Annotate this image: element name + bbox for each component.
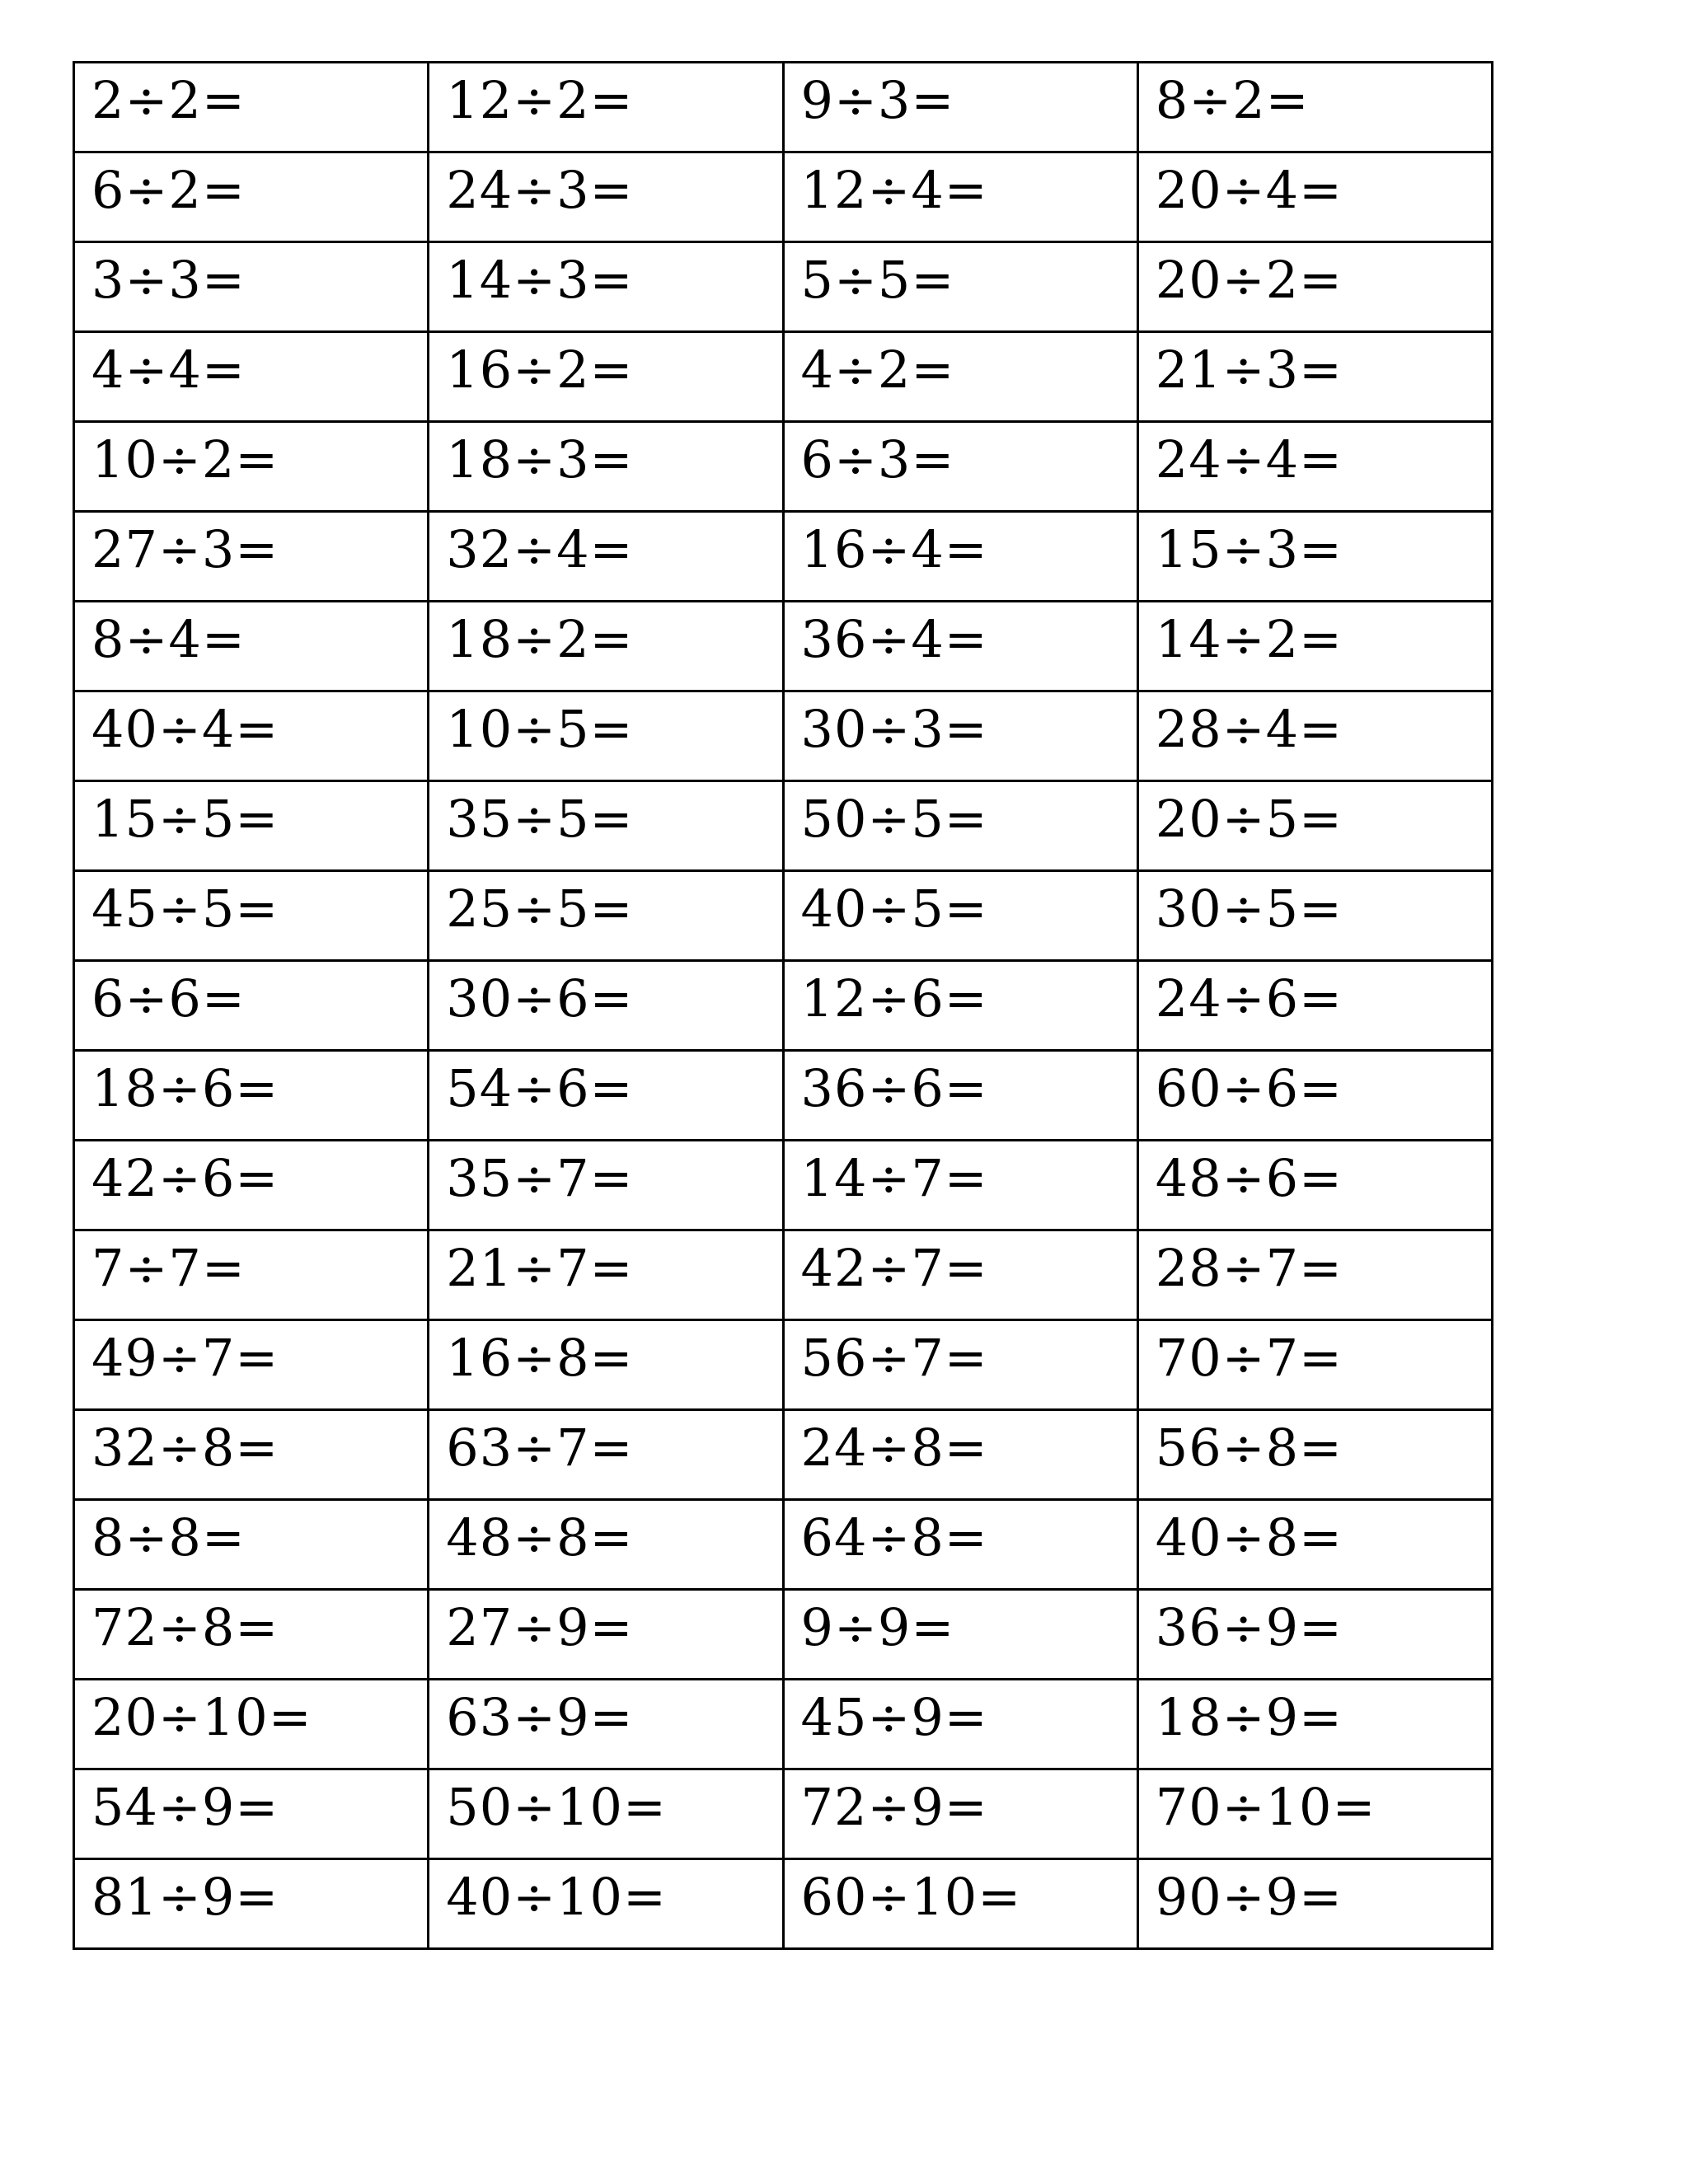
division-problem: 90÷9= xyxy=(1155,1867,1343,1927)
problem-cell xyxy=(1137,1590,1492,1680)
table-row xyxy=(74,1410,1493,1500)
division-problem: 28÷7= xyxy=(1155,1238,1343,1298)
division-problem: 49÷7= xyxy=(91,1328,279,1388)
division-problem: 54÷6= xyxy=(446,1058,634,1118)
table-row xyxy=(74,961,1493,1051)
problem-cell xyxy=(429,602,783,691)
division-problem: 72÷8= xyxy=(91,1597,279,1657)
problem-cell xyxy=(1137,422,1492,512)
problem-cell xyxy=(74,691,429,781)
problem-cell xyxy=(1137,1141,1492,1230)
division-problem: 21÷3= xyxy=(1155,340,1343,400)
division-problem: 5÷5= xyxy=(800,250,955,310)
problem-cell xyxy=(429,422,783,512)
division-problem: 45÷5= xyxy=(91,879,279,939)
division-problem: 4÷4= xyxy=(91,340,246,400)
division-problem: 7÷7= xyxy=(91,1238,246,1298)
division-problem: 60÷6= xyxy=(1155,1058,1343,1118)
problem-cell xyxy=(1137,961,1492,1051)
problem-cell xyxy=(74,1500,429,1590)
problem-cell xyxy=(74,1230,429,1320)
table-row xyxy=(74,332,1493,422)
division-problem: 4÷2= xyxy=(800,340,955,400)
division-problem: 50÷5= xyxy=(800,789,988,849)
problem-cell xyxy=(429,1590,783,1680)
division-problem: 20÷10= xyxy=(91,1687,312,1747)
division-problem: 48÷6= xyxy=(1155,1148,1343,1208)
problem-cell xyxy=(1137,1051,1492,1141)
table-row xyxy=(74,1859,1493,1949)
division-problem: 81÷9= xyxy=(91,1867,279,1927)
problem-cell xyxy=(783,781,1137,871)
problem-cell xyxy=(74,961,429,1051)
problem-cell xyxy=(74,602,429,691)
problem-cell xyxy=(429,63,783,152)
problem-cell xyxy=(429,691,783,781)
division-problem: 14÷2= xyxy=(1155,609,1343,669)
table-row xyxy=(74,871,1493,961)
division-problem: 45÷9= xyxy=(800,1687,988,1747)
problem-cell xyxy=(783,242,1137,332)
table-row xyxy=(74,63,1493,152)
problem-cell xyxy=(429,152,783,242)
division-problem: 40÷10= xyxy=(446,1867,667,1927)
division-problem: 64÷8= xyxy=(800,1507,988,1568)
division-problem: 24÷6= xyxy=(1155,968,1343,1029)
problem-cell xyxy=(783,1680,1137,1769)
problem-cell xyxy=(783,871,1137,961)
division-worksheet-table xyxy=(73,61,1493,1950)
division-problem: 24÷3= xyxy=(446,160,634,220)
problem-cell xyxy=(1137,871,1492,961)
division-problem: 27÷9= xyxy=(446,1597,634,1657)
division-problem: 70÷10= xyxy=(1155,1777,1376,1837)
problem-cell xyxy=(429,242,783,332)
division-problem: 6÷2= xyxy=(91,160,246,220)
division-problem: 32÷4= xyxy=(446,519,634,579)
problem-cell xyxy=(783,1141,1137,1230)
division-problem: 9÷9= xyxy=(800,1597,955,1657)
division-problem: 35÷7= xyxy=(446,1148,634,1208)
problem-cell xyxy=(429,1680,783,1769)
division-problem: 16÷8= xyxy=(446,1328,634,1388)
problem-cell xyxy=(783,1859,1137,1949)
problem-cell xyxy=(1137,1769,1492,1859)
problem-cell xyxy=(74,1859,429,1949)
problem-cell xyxy=(783,422,1137,512)
problem-cell xyxy=(429,1141,783,1230)
division-problem: 32÷8= xyxy=(91,1418,279,1478)
division-problem: 36÷4= xyxy=(800,609,988,669)
division-problem: 30÷3= xyxy=(800,699,988,759)
problem-cell xyxy=(1137,1410,1492,1500)
division-problem: 27÷3= xyxy=(91,519,279,579)
problem-cell xyxy=(429,1320,783,1410)
problem-cell xyxy=(429,1410,783,1500)
table-row xyxy=(74,242,1493,332)
problem-cell xyxy=(74,332,429,422)
problem-cell xyxy=(429,1769,783,1859)
table-row xyxy=(74,1320,1493,1410)
problem-cell xyxy=(74,1410,429,1500)
problem-cell xyxy=(74,871,429,961)
division-problem: 3÷3= xyxy=(91,250,246,310)
division-problem: 35÷5= xyxy=(446,789,634,849)
problem-cell xyxy=(783,1500,1137,1590)
division-problem: 8÷8= xyxy=(91,1507,246,1568)
problem-cell xyxy=(783,691,1137,781)
division-problem: 18÷6= xyxy=(91,1058,279,1118)
problem-cell xyxy=(1137,1230,1492,1320)
division-problem: 12÷6= xyxy=(800,968,988,1029)
table-row xyxy=(74,1500,1493,1590)
table-row xyxy=(74,602,1493,691)
division-problem: 72÷9= xyxy=(800,1777,988,1837)
problem-cell xyxy=(1137,781,1492,871)
problem-cell xyxy=(1137,332,1492,422)
problem-cell xyxy=(74,1141,429,1230)
division-problem: 12÷4= xyxy=(800,160,988,220)
division-problem: 63÷9= xyxy=(446,1687,634,1747)
division-problem: 6÷3= xyxy=(800,429,955,490)
worksheet-body xyxy=(74,63,1493,1949)
problem-cell xyxy=(1137,512,1492,602)
problem-cell xyxy=(74,242,429,332)
division-problem: 40÷4= xyxy=(91,699,279,759)
problem-cell xyxy=(429,961,783,1051)
problem-cell xyxy=(1137,63,1492,152)
division-problem: 30÷5= xyxy=(1155,879,1343,939)
division-problem: 56÷8= xyxy=(1155,1418,1343,1478)
table-row xyxy=(74,781,1493,871)
table-row xyxy=(74,1680,1493,1769)
problem-cell xyxy=(1137,691,1492,781)
table-row xyxy=(74,1051,1493,1141)
division-problem: 12÷2= xyxy=(446,70,634,130)
problem-cell xyxy=(783,961,1137,1051)
problem-cell xyxy=(429,332,783,422)
problem-cell xyxy=(429,1500,783,1590)
problem-cell xyxy=(1137,1859,1492,1949)
division-problem: 18÷9= xyxy=(1155,1687,1343,1747)
division-problem: 54÷9= xyxy=(91,1777,279,1837)
division-problem: 14÷7= xyxy=(800,1148,988,1208)
table-row xyxy=(74,1230,1493,1320)
division-problem: 42÷7= xyxy=(800,1238,988,1298)
division-problem: 36÷9= xyxy=(1155,1597,1343,1657)
problem-cell xyxy=(783,63,1137,152)
problem-cell xyxy=(74,63,429,152)
division-problem: 15÷5= xyxy=(91,789,279,849)
problem-cell xyxy=(74,1680,429,1769)
division-problem: 70÷7= xyxy=(1155,1328,1343,1388)
division-problem: 21÷7= xyxy=(446,1238,634,1298)
division-problem: 24÷4= xyxy=(1155,429,1343,490)
division-problem: 63÷7= xyxy=(446,1418,634,1478)
problem-cell xyxy=(783,512,1137,602)
problem-cell xyxy=(783,1769,1137,1859)
division-problem: 10÷2= xyxy=(91,429,279,490)
division-problem: 15÷3= xyxy=(1155,519,1343,579)
division-problem: 42÷6= xyxy=(91,1148,279,1208)
problem-cell xyxy=(74,1051,429,1141)
division-problem: 8÷4= xyxy=(91,609,246,669)
problem-cell xyxy=(429,1051,783,1141)
problem-cell xyxy=(74,422,429,512)
problem-cell xyxy=(74,512,429,602)
division-problem: 20÷2= xyxy=(1155,250,1343,310)
problem-cell xyxy=(783,602,1137,691)
problem-cell xyxy=(1137,1500,1492,1590)
division-problem: 48÷8= xyxy=(446,1507,634,1568)
problem-cell xyxy=(429,781,783,871)
problem-cell xyxy=(783,1051,1137,1141)
division-problem: 36÷6= xyxy=(800,1058,988,1118)
division-problem: 6÷6= xyxy=(91,968,246,1029)
problem-cell xyxy=(429,871,783,961)
problem-cell xyxy=(1137,1320,1492,1410)
division-problem: 2÷2= xyxy=(91,70,246,130)
problem-cell xyxy=(74,1769,429,1859)
problem-cell xyxy=(429,1230,783,1320)
problem-cell xyxy=(1137,602,1492,691)
problem-cell xyxy=(783,1590,1137,1680)
problem-cell xyxy=(429,1859,783,1949)
problem-cell xyxy=(783,152,1137,242)
table-row xyxy=(74,1590,1493,1680)
division-problem: 40÷8= xyxy=(1155,1507,1343,1568)
division-problem: 18÷3= xyxy=(446,429,634,490)
problem-cell xyxy=(74,152,429,242)
division-problem: 20÷4= xyxy=(1155,160,1343,220)
table-row xyxy=(74,152,1493,242)
problem-cell xyxy=(1137,152,1492,242)
table-row xyxy=(74,512,1493,602)
division-problem: 50÷10= xyxy=(446,1777,667,1837)
problem-cell xyxy=(74,1320,429,1410)
problem-cell xyxy=(1137,242,1492,332)
table-row xyxy=(74,1141,1493,1230)
division-problem: 25÷5= xyxy=(446,879,634,939)
division-problem: 10÷5= xyxy=(446,699,634,759)
division-problem: 8÷2= xyxy=(1155,70,1310,130)
division-problem: 18÷2= xyxy=(446,609,634,669)
problem-cell xyxy=(783,332,1137,422)
division-problem: 16÷4= xyxy=(800,519,988,579)
table-row xyxy=(74,691,1493,781)
division-problem: 20÷5= xyxy=(1155,789,1343,849)
division-problem: 24÷8= xyxy=(800,1418,988,1478)
problem-cell xyxy=(783,1230,1137,1320)
problem-cell xyxy=(429,512,783,602)
problem-cell xyxy=(783,1410,1137,1500)
division-problem: 30÷6= xyxy=(446,968,634,1029)
division-problem: 28÷4= xyxy=(1155,699,1343,759)
division-problem: 9÷3= xyxy=(800,70,955,130)
table-row xyxy=(74,1769,1493,1859)
problem-cell xyxy=(74,1590,429,1680)
division-problem: 16÷2= xyxy=(446,340,634,400)
division-problem: 14÷3= xyxy=(446,250,634,310)
problem-cell xyxy=(74,781,429,871)
table-row xyxy=(74,422,1493,512)
division-problem: 40÷5= xyxy=(800,879,988,939)
problem-cell xyxy=(783,1320,1137,1410)
problem-cell xyxy=(1137,1680,1492,1769)
division-problem: 56÷7= xyxy=(800,1328,988,1388)
division-problem: 60÷10= xyxy=(800,1867,1022,1927)
